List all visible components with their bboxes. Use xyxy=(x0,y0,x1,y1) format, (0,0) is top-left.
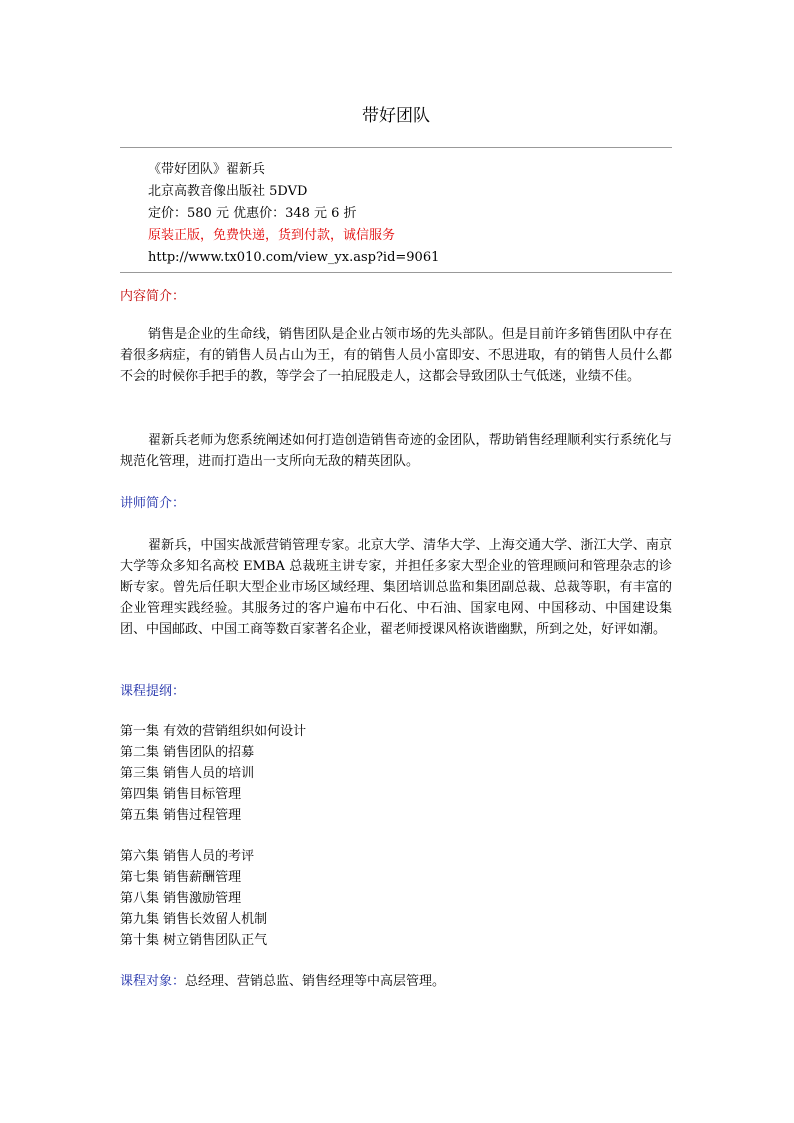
outline-heading: 课程提纲： xyxy=(120,684,186,699)
outline-item: 第五集 销售过程管理 xyxy=(120,808,242,823)
lecturer-body xyxy=(120,535,672,640)
lecturer-paragraph: 翟新兵，中国实战派营销管理专家。北京大学、清华大学、上海交通大学、浙江大学、南京大学等众多知名高校 EMBA 总裁班主讲专家，并担任多家大型企业的管理顾问和管理杂志的诊断专家。曾先后任职大型企业市场区域经理、集团培训总监和集团副总裁、总裁等职，有丰富的企业管理实践经验。其服务过的客户遍布中石化、中石油、国家电网、中国移动、中国建设集团、中国邮政、中国工商等数百家著名企业，翟老师授课风格诙谐幽默，所到之处，好评如潮。 xyxy=(120,538,672,637)
outline-item: 第二集 销售团队的招募 xyxy=(120,745,255,760)
outline-item: 第八集 销售激励管理 xyxy=(120,891,242,906)
service-slogan: 原装正版，免费快递，货到付款，诚信服务 xyxy=(148,228,396,243)
content-intro-paragraph-2: 翟新兵老师为您系统阐述如何打造创造销售奇迹的金团队，帮助销售经理顺利实行系统化与规范化管理，进而打造出一支所向无敌的精英团队。 xyxy=(120,433,672,469)
outline-item: 第九集 销售长效留人机制 xyxy=(120,912,268,927)
bottom-divider xyxy=(120,272,672,273)
top-divider xyxy=(120,147,672,148)
content-intro-paragraph-1: 销售是企业的生命线，销售团队是企业占领市场的先头部队。但是目前许多销售团队中存在着很多病症，有的销售人员占山为王，有的销售人员小富即安、不思进取，有的销售人员什么都不会的时候你手把手的教，等学会了一拍屁股走人，这都会导致团队士气低迷，业绩不佳。 xyxy=(120,327,672,384)
audience-section xyxy=(120,971,672,992)
lecturer-section xyxy=(120,493,672,514)
outline-item: 第一集 有效的营销组织如何设计 xyxy=(120,724,307,739)
content-intro-heading: 内容简介： xyxy=(120,289,186,304)
outline-item: 第四集 销售目标管理 xyxy=(120,787,242,802)
outline-section xyxy=(120,681,672,702)
outline-item: 第十集 树立销售团队正气 xyxy=(120,933,268,948)
outline-list-2 xyxy=(120,846,672,951)
audience-text: 总经理、营销总监、销售经理等中高层管理。 xyxy=(185,974,446,989)
outline-list-1 xyxy=(120,721,672,826)
content-intro-body xyxy=(120,324,672,387)
product-info xyxy=(148,159,668,269)
price-line: 定价：580 元 优惠价：348 元 6 折 xyxy=(148,206,357,221)
publisher-line: 北京高教音像出版社 5DVD xyxy=(148,184,308,199)
content-intro-section xyxy=(120,286,672,307)
content-intro-body-2 xyxy=(120,430,672,472)
outline-item: 第六集 销售人员的考评 xyxy=(120,849,255,864)
product-url[interactable]: http://www.tx010.com/view_yx.asp?id=9061 xyxy=(148,250,440,265)
lecturer-heading: 讲师简介： xyxy=(120,496,186,511)
audience-heading: 课程对象： xyxy=(120,974,186,989)
product-title-author: 《带好团队》翟新兵 xyxy=(148,162,266,177)
outline-item: 第七集 销售薪酬管理 xyxy=(120,870,242,885)
document-title: 带好团队 xyxy=(362,106,430,126)
outline-item: 第三集 销售人员的培训 xyxy=(120,766,255,781)
